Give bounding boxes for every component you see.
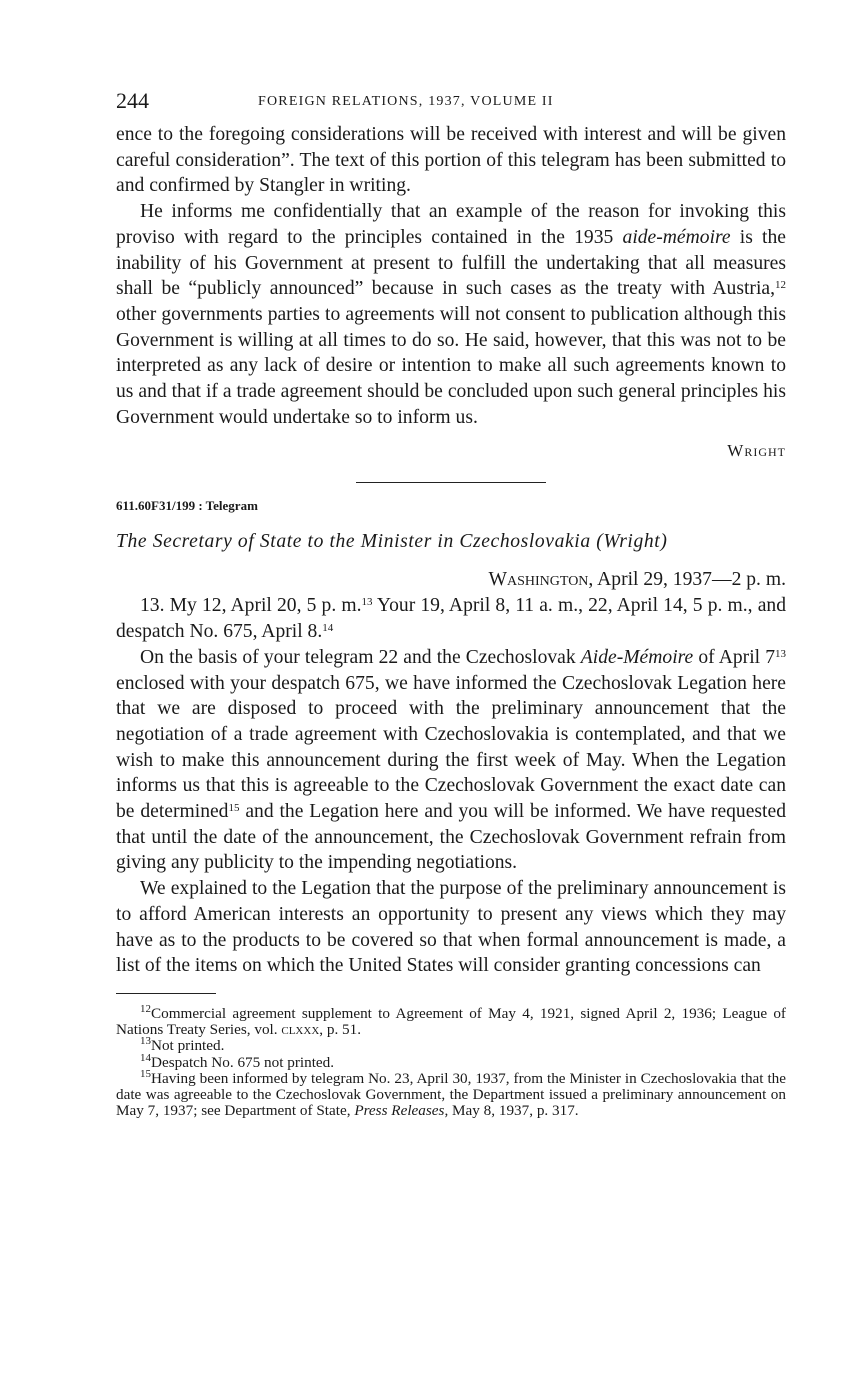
paragraph-text: We explained to the Legation that the purpose of the preliminary announcement is to afford American interests an opportunity to present any views which they may have as to the products to be covered so that when formal announcement is made, a list of the items on which the United States will consider granting concessions can — [116, 878, 786, 977]
paragraph-text: On the basis of your telegram 22 and the Czechoslovak — [140, 646, 581, 668]
footnote-text: , May 8, 1937, p. 317. — [444, 1102, 579, 1120]
dateline-date: , April 29, 1937—2 p. m. — [588, 569, 786, 591]
footnote-ref[interactable]: 15 — [228, 802, 240, 815]
footnote-13 — [116, 1035, 786, 1055]
footnote-text: , p. 51. — [319, 1021, 362, 1039]
paragraph-text: Your 19, April 8, 11 a. m., 22, April 14, 5 p. m., and despatch No. 675, April 8. — [116, 595, 786, 643]
paragraph-text: other governments parties to agreements will not consent to publication although this Government is willing at all times to do so. He said, however, that this was not to be interpreted as any lack of desire or intention to make all such agreements known to us and that if a trade agreement should be concluded upon such general principles his Government would undertake so to inform us. — [116, 303, 786, 428]
footnote-number: 13 — [140, 1035, 151, 1048]
document-page — [116, 88, 786, 1119]
footnote-text: Despatch No. 675 not printed. — [151, 1053, 335, 1071]
footnote-text: Not printed. — [151, 1037, 225, 1055]
page-number: 244 — [116, 88, 149, 113]
footnote-14 — [116, 1051, 786, 1071]
title-name: Wright — [603, 531, 661, 553]
running-header — [116, 88, 786, 122]
footnote-ref[interactable]: 14 — [322, 622, 334, 635]
file-reference: 611.60F31/199 : Telegram — [116, 498, 258, 514]
document-title — [116, 529, 786, 555]
footnote-number: 12 — [140, 1002, 151, 1015]
footnote-volume: clxxx — [281, 1021, 320, 1039]
footnote-12 — [116, 1002, 786, 1039]
signature: Wright — [727, 441, 786, 461]
paragraph-explanation — [116, 876, 786, 979]
footnote-text: Commercial agreement supplement to Agreement of May 4, 1921, signed April 2, 1936; League of Nations Treaty Series, vol. — [116, 1004, 786, 1039]
paragraph-continuation — [116, 122, 786, 199]
paragraph-text: He informs me confidentially that an example of the reason for invoking this proviso with regard to the principles contained in the 1935 — [116, 201, 786, 248]
footnote-number: 15 — [140, 1067, 151, 1080]
footnote-15 — [116, 1067, 786, 1120]
footnote-ref[interactable]: 13 — [775, 647, 786, 660]
paragraph-text: of April 7 — [693, 646, 775, 668]
paragraph-text: enclosed with your despatch 675, we have informed the Czechoslovak Legation here that we are disposed to proceed with the preliminary announcement that the negotiation of a trade agreement with Czechoslovakia is contemplated, and that we wish to make this announcement during the first week of May. When the Legation informs us that this is agreeable to the Czechoslovak Government the exact date can be determined — [116, 672, 786, 823]
footnote-text: Having been informed by telegram No. 23, April 30, 1937, from the Minister in Czechoslovakia that the date was agreeable to the Czechoslovak Government, the Department issued a preliminary announcement on May 7, 1937; see Department of State, — [116, 1069, 786, 1120]
paragraph-text: is the inability of his Government at present to fulfill the undertaking that all measures shall be “publicly announced” because in such cases as the treaty with Austria, — [116, 226, 786, 300]
dateline-place: Washington — [488, 569, 589, 591]
paragraph-text: 13. My 12, April 20, 5 p. m. — [140, 595, 362, 617]
footnotes — [116, 1002, 786, 1120]
footnote-ref[interactable]: 12 — [775, 279, 786, 292]
dateline — [116, 567, 786, 593]
paragraph-basis — [116, 645, 786, 876]
footnote-divider — [116, 993, 216, 994]
italic-term: Aide-Mémoire — [580, 646, 694, 668]
footnote-italic: Press Releases — [354, 1102, 445, 1120]
paragraph-text: and the Legation here and you will be informed. We have requested that until the date of the announcement, the Czechoslovak Government refrain from giving any publicity to the impending negotiations. — [116, 801, 786, 874]
paragraph-proviso — [116, 199, 786, 430]
footnote-number: 14 — [140, 1051, 151, 1064]
italic-term: aide-mémoire — [622, 226, 731, 248]
title-text: ) — [660, 531, 668, 553]
running-title: FOREIGN RELATIONS, 1937, VOLUME II — [258, 94, 554, 109]
section-divider — [356, 482, 546, 483]
paragraph-text: ence to the foregoing considerations will be received with interest and will be given careful consideration”. The text of this portion of this telegram has been submitted to and confirmed by Stangler in writing. — [116, 124, 786, 197]
title-text: The Secretary of State to the Minister in Czechoslovakia ( — [116, 531, 604, 553]
footnote-ref[interactable]: 13 — [361, 596, 373, 609]
paragraph-telegram-number — [116, 593, 786, 644]
